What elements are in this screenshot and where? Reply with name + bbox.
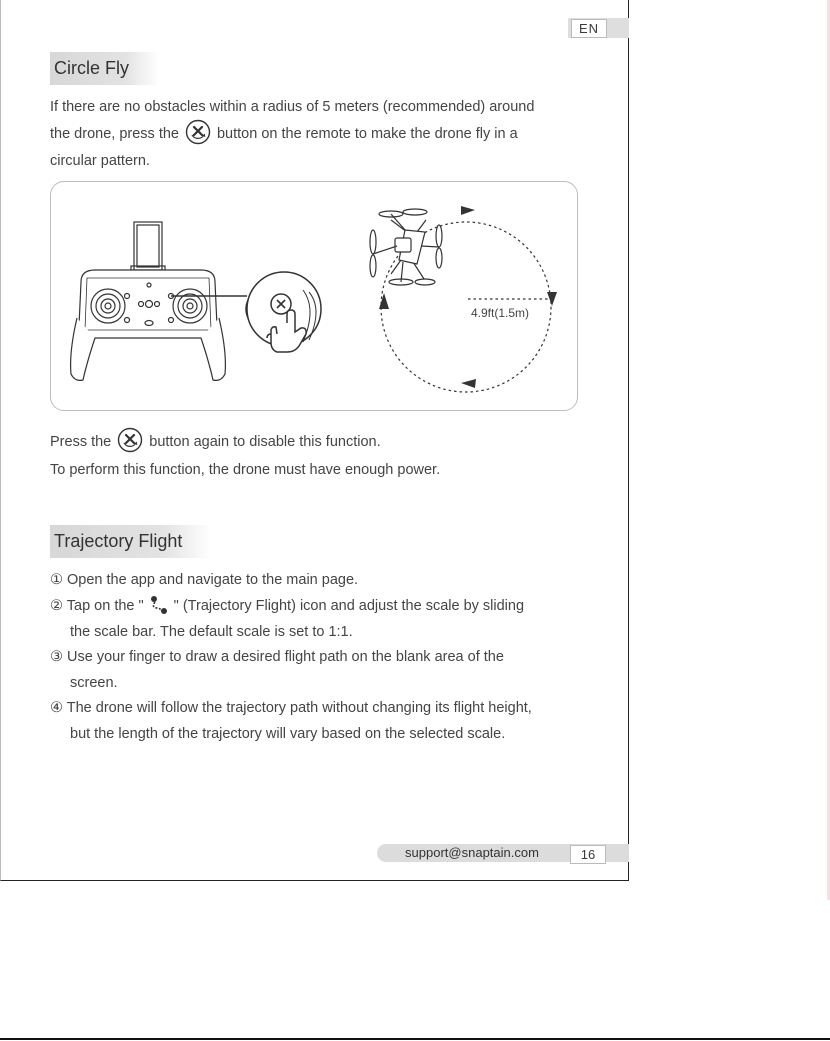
circle-fly-button-icon	[185, 119, 211, 145]
path-arrow-top	[461, 206, 475, 215]
trajectory-step-2: ② Tap on the " " (Trajectory Flight) icon and adjust the scale by sliding	[50, 593, 524, 620]
trajectory-step-4: ④ The drone will follow the trajectory path without changing its flight height,	[50, 700, 532, 716]
trajectory-step-3: ③ Use your finger to draw a desired flight path on the blank area of the	[50, 649, 504, 665]
trajectory-flight-icon	[148, 594, 170, 616]
magnified-button-graphic	[246, 272, 321, 352]
trajectory-step-1: ① Open the app and navigate to the main page.	[50, 572, 359, 588]
path-arrow-right	[547, 292, 557, 306]
circle-fly-intro-line1: If there are no obstacles within a radius of 5 meters (recommended) around	[50, 99, 535, 115]
circle-fly-intro-line3: circular pattern.	[50, 153, 150, 169]
support-email: support@snaptain.com	[405, 845, 539, 860]
circle-fly-illustration	[50, 181, 578, 411]
trajectory-step-3-cont: screen.	[70, 675, 118, 691]
language-label: EN	[571, 19, 607, 38]
trajectory-step-2-cont: the scale bar. The default scale is set to 1:1.	[70, 624, 353, 640]
trajectory-step-4-cont: but the length of the trajectory will vary based on the selected scale.	[70, 726, 506, 742]
circle-fly-button-icon	[117, 427, 143, 453]
section-title-circle-fly: Circle Fly	[50, 52, 159, 80]
circle-fly-intro-line2: the drone, press the button on the remote to make the drone fly in a	[50, 121, 518, 148]
power-note: To perform this function, the drone must have enough power.	[50, 462, 441, 478]
press-again-line: Press the button again to disable this function.	[50, 429, 381, 456]
path-arrow-bottom	[461, 379, 476, 388]
path-arrow-left	[379, 293, 389, 309]
distance-label: 4.9ft(1.5m)	[471, 306, 530, 320]
remote-controller-graphic	[71, 222, 226, 380]
drone-graphic	[370, 209, 442, 285]
bottom-rule	[0, 1038, 830, 1040]
section-title-trajectory-flight: Trajectory Flight	[50, 525, 212, 553]
page-number: 16	[570, 845, 606, 864]
